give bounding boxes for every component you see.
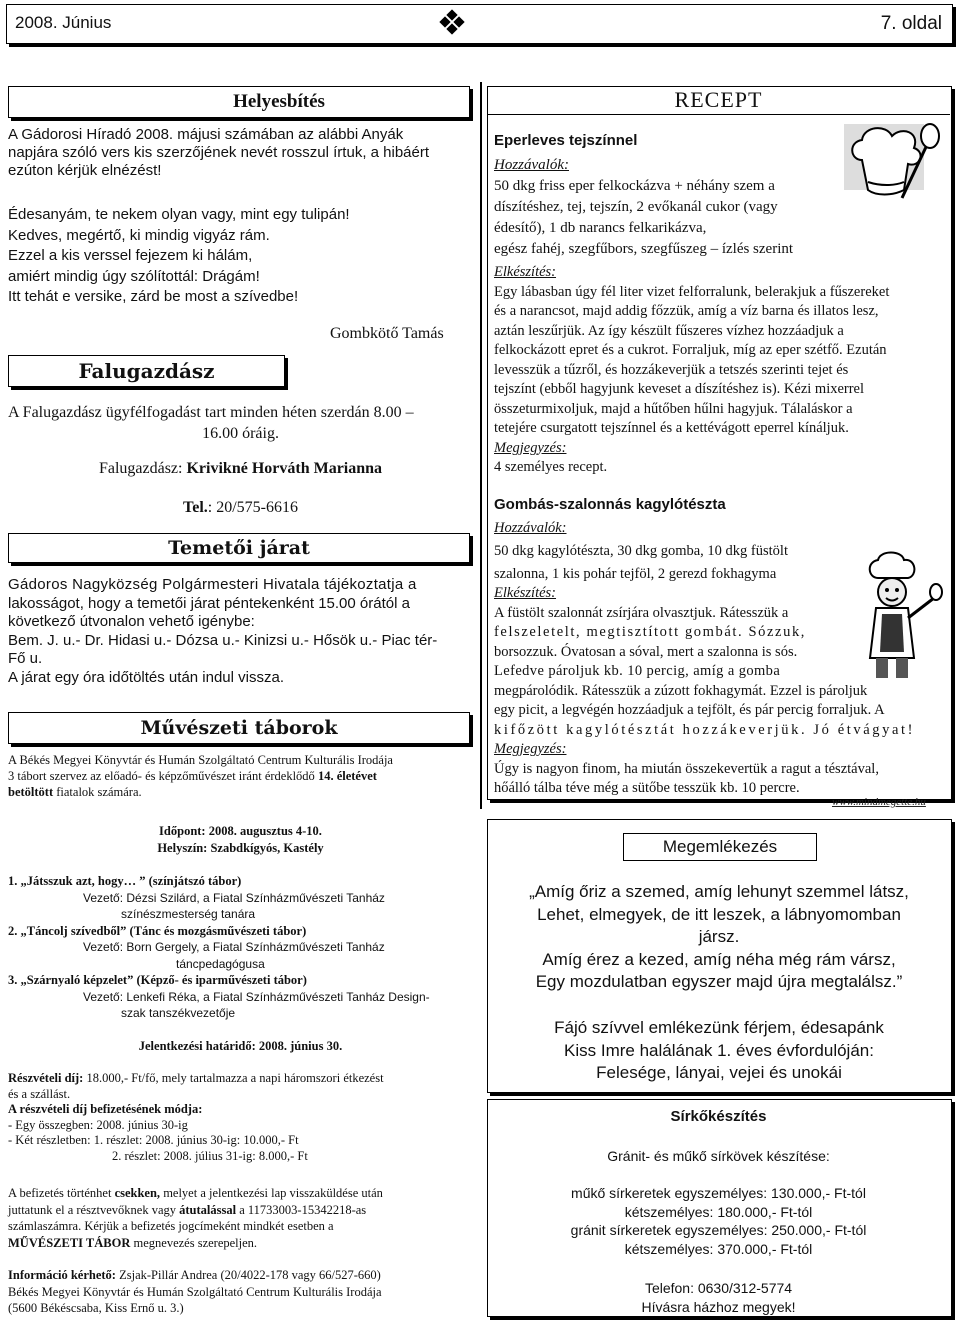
intro-betoltott: betöltött <box>8 785 54 799</box>
intro-line: ezúton kérjük elnézést! <box>8 162 162 179</box>
temetoi-line: Fő u. <box>8 650 43 667</box>
method-line: felszeletelt, megtisztított gombát. Sózzuk, <box>494 624 807 640</box>
bank-text: A befizetés történhet <box>8 1186 115 1200</box>
poem-author: Gombkötő Tamás <box>330 325 444 342</box>
camp-leader: Vezető: Dézsi Szilárd, a Fiatal Színházművészeti Tanház <box>83 890 385 905</box>
falugazdasz-name-line <box>8 460 473 478</box>
ingredient-line: 50 dkg friss eper felkockázva + néhány szem a <box>494 178 775 194</box>
memorial-title-box <box>623 833 817 861</box>
ingredient-line: díszítéshez, tej, tejszín, 2 evőkanál cukor (vagy <box>494 199 778 215</box>
note-line: hőálló tálba téve még a sütőbe tesszük kb. 10 percre. <box>494 780 800 796</box>
method-line: kifőzött kagylótésztát hozzákeverjük. Jó étvágyat! <box>494 721 916 738</box>
muveszeti-title: Művészeti táborok <box>140 717 338 739</box>
ingredient-line: 50 dkg kagylótészta, 30 dkg gomba, 10 dkg füstölt <box>494 543 788 559</box>
page-header <box>6 4 953 44</box>
info-line: Békés Megyei Könyvtár és Humán Szolgáltató Centrum Kulturális Irodája <box>8 1284 382 1299</box>
falugazdasz-text <box>8 402 473 444</box>
method-line: megpárolódik. Rátesszük a zúzott fokhagymát. Ezzel is pároljuk <box>494 682 868 699</box>
method-line: A füstölt szalonnát zsírjára olvasztjuk. Rátesszük a <box>494 604 789 621</box>
fee-text: 18.000,- Ft/fő, mely tartalmazza a napi háromszori étkezést <box>83 1071 384 1085</box>
ingredient-line: szalonna, 1 kis pohár tejföl, 2 gerezd fokhagyma <box>494 566 777 582</box>
camp-leader: Vezető: Born Gergely, a Fiatal Színházművészeti Tanház <box>83 940 385 954</box>
price-line: gránit sírkeretek egyszemélyes: 250.000,- Ft-tól <box>570 1222 867 1238</box>
bank-line <box>8 1185 478 1202</box>
muveszeti-intro <box>8 752 473 800</box>
memorial-closing <box>495 1017 943 1085</box>
price-line: műkő sírkeretek egyszemélyes: 130.000,- Ft-tól <box>571 1185 866 1201</box>
note-line: Úgy is nagyon finom, ha miután összekevertük a ragut a tésztával, <box>494 760 879 777</box>
helyesbites-intro <box>8 126 473 180</box>
muveszeti-intro-line <box>8 784 473 800</box>
info-label: Információ kérhető: <box>8 1268 116 1282</box>
camp-leader: színészmesterség tanára <box>121 907 256 921</box>
recipe-header <box>487 86 950 115</box>
page-number: 7. oldal <box>880 13 942 34</box>
bank-line: számlaszámra. Kérjük a befizetés jogcímeként mindkét esetben a <box>8 1219 334 1233</box>
falugazdasz-name: Krivikné Horváth Marianna <box>186 460 383 477</box>
fee-line <box>8 1071 478 1087</box>
method-line: felkockázott epret és a cukrot. Forraljuk, míg az eper szétfő. Ezután <box>494 342 887 358</box>
bank-line <box>8 1235 478 1252</box>
ingredient-line: egész fahéj, szegfűbors, szegfűszeg – ízlés szerint <box>494 241 794 257</box>
falugazdasz-title: Falugazdász <box>78 359 215 383</box>
bank-text: a 11733003-15342218-as <box>236 1202 367 1217</box>
note-label: Megjegyzés: <box>494 439 567 456</box>
temetoi-title: Temetői járat <box>168 537 310 559</box>
method-line: borsozzuk. Óvatosan a sóval, mert a szalonna is sós. <box>494 643 798 660</box>
helyesbites-title: Helyesbítés <box>233 91 325 112</box>
memorial-poem-line: Lehet, elmegyek, de itt leszek, a lábnyomomban <box>537 904 901 924</box>
camp-list <box>8 873 478 1022</box>
poem-line: Itt tehát e versike, zárd be most a szívedbe! <box>8 288 299 305</box>
info-block <box>8 1267 478 1317</box>
ingredients-label: Hozzávalók: <box>494 520 567 536</box>
temetoi-text <box>8 576 473 687</box>
method-label: Elkészítés: <box>494 585 557 601</box>
camp-title: 2. „Táncolj szívedből” (Tánc és mozgásművészeti tábor) <box>8 923 307 938</box>
recipe1-title: Eperleves tejszínnel <box>494 132 638 149</box>
camp-title: 3. „Szárnyaló képzelet” (Képző- és iparművészeti tábor) <box>8 973 307 987</box>
method-line: tetejére csurgatott tejszínnel és a kettévágott eperrel kínáljuk. <box>494 420 849 436</box>
poem-line: Édesanyám, te nekem olyan vagy, mint egy tulipán! <box>8 206 350 223</box>
falugazdasz-title-box <box>8 355 285 387</box>
falugazdasz-tel-line <box>8 499 473 517</box>
bank-text: melyet a jelentkezési lap visszaküldése után <box>160 1186 383 1200</box>
price-line: kétszemélyes: 180.000,- Ft-tól <box>624 1203 813 1220</box>
memorial-title: Megemlékezés <box>662 837 778 856</box>
bank-text: megnevezés szerepeljen. <box>130 1235 258 1250</box>
bank-reference: MŰVÉSZETI TÁBOR <box>8 1235 131 1250</box>
fee-label: Részvételi díj: <box>8 1071 84 1085</box>
memorial-poem-line: „Amíg őriz a szemed, amíg lehunyt szemmel látsz, <box>529 882 909 901</box>
recipe2-method <box>494 584 949 799</box>
temetoi-line: következő útvonalon vehető igénybe: <box>8 613 255 630</box>
ingredients-label: Hozzávalók: <box>494 157 569 173</box>
muveszeti-title-box <box>8 712 470 744</box>
memorial-poem-line: Amíg érez a kezed, amíg néha még rám vársz, <box>542 949 896 969</box>
muveszeti-time-place <box>8 823 473 857</box>
recipe1-method <box>494 263 954 478</box>
pay-line: - Egy összegben: 2008. június 30-ig <box>8 1117 188 1132</box>
memorial-closing-line: Felesége, lányai, vejei és unokái <box>596 1063 842 1082</box>
pay-title: A részvételi díj befizetésének módja: <box>8 1102 203 1116</box>
method-line: és a narancsot, majd addig főzzük, amíg a víz barna és illatos lesz, <box>494 303 879 319</box>
temetoi-line: A járat egy óra időtöltés után indul vissza. <box>8 668 284 686</box>
memorial-closing-line: Kiss Imre halálának 1. éves évfordulóján: <box>564 1040 874 1060</box>
fee-block <box>8 1071 478 1164</box>
gravestone-phone: Telefon: 0630/312-5774 <box>644 1280 793 1296</box>
tel-number: : 20/575-6616 <box>207 499 298 516</box>
camp-leader: táncpedagógusa <box>176 956 265 971</box>
memorial-poem-line: Egy mozdulatban egyszer majd újra megtalálsz.” <box>535 972 903 991</box>
pay-line: 2. részlet: 2008. július 31-ig: 8.000,- Ft <box>112 1148 308 1163</box>
camp-leader: Vezető: Lenkefi Réka, a Fiatal Színházművészeti Tanház Design- <box>83 989 430 1004</box>
muveszeti-intro-line: A Békés Megyei Könyvtár és Humán Szolgáltató Centrum Kulturális Irodája <box>8 753 393 767</box>
fee-line: és a szállást. <box>8 1086 71 1101</box>
bank-text: juttatunk el a résztvevőknek vagy <box>8 1202 180 1217</box>
bank-block <box>8 1185 478 1251</box>
method-line: levesszük a tűzről, és hozzákeverjük a tetszés szerinti tejet és <box>494 361 849 378</box>
tel-label: Tel. <box>183 499 208 516</box>
recipe1-ingredients <box>494 155 949 260</box>
note-line: 4 személyes recept. <box>494 459 608 475</box>
helyesbites-poem <box>8 205 473 308</box>
poem-line: Kedves, megértő, ki mindig vigyáz rám. <box>8 226 270 244</box>
camp-title: 1. „Játsszuk azt, hogy… ” (színjátszó tábor) <box>8 874 242 888</box>
pay-line: - Két részletben: 1. részlet: 2008. június 30-ig: 10.000,- Ft <box>8 1133 299 1147</box>
column-divider <box>480 82 482 809</box>
intro-line: A Gádorosi Híradó 2008. májusi számában az alábbi Anyák <box>8 126 404 143</box>
idopont: Időpont: 2008. augusztus 4-10. <box>159 824 322 838</box>
camp-leader: szak tanszékvezetője <box>121 1006 236 1020</box>
recipe2-title: Gombás-szalonnás kagylótészta <box>494 496 726 513</box>
method-line: összeturmixoljuk, majd a hűtőben hűlni hagyjuk. Tálaláskor a <box>494 400 853 417</box>
note-label: Megjegyzés: <box>494 741 567 757</box>
temetoi-line: Bem. J. u.- Dr. Hidasi u.- Dózsa u.- Kinizsi u.- Hősök u.- Piac tér- <box>8 631 438 649</box>
recipe-source-link[interactable]: www.mindmegette.hu <box>832 796 926 808</box>
poem-line: Ezzel a kis verssel fejezem ki hálám, <box>8 247 253 264</box>
method-label: Elkészítés: <box>494 264 557 280</box>
ingredient-line: édesítő), 1 db narancs felkarikázva, <box>494 220 707 236</box>
gravestone-prices <box>487 1184 950 1258</box>
four-diamond-ornament-icon <box>439 9 465 35</box>
gravestone-title: Sírkőkészítés <box>670 1108 767 1125</box>
info-contact: Zsjak-Pillár Andrea (20/4022-178 vagy 66/527-660) <box>115 1268 381 1282</box>
method-line: Egy lábasban úgy fél liter vizet felforralunk, belerakjuk a fűszereket <box>494 283 890 300</box>
intro-line: napjára szóló vers kis szerzőjének nevét rosszul írtuk, a hibáért <box>8 144 430 161</box>
poem-line: amiért mindig úgy szólítottál: Drágám! <box>8 267 260 285</box>
bank-transfer: átutalással <box>179 1202 237 1217</box>
method-line: aztán leszűrjük. Az így készült fűszeres vízhez hozzáadjuk a <box>494 322 844 339</box>
intro-text: 3 tábort szervez az előadó- és képzőművészet iránt érdeklődő <box>8 769 318 783</box>
recipe-title: RECEPT <box>674 87 763 112</box>
memorial-poem <box>495 881 943 994</box>
bank-line <box>8 1202 478 1219</box>
memorial-closing-line: Fájó szívvel emlékezünk férjem, édesapánk <box>554 1018 884 1037</box>
temetoi-title-box <box>8 533 470 563</box>
gravestone-contact <box>487 1279 950 1316</box>
helyszin: Helyszín: Szabdkígyós, Kastély <box>157 841 324 855</box>
method-line: tejszínt (ebből hagyjunk keveset a díszítéshez is). Kézi mixerrel <box>494 381 865 397</box>
recipe2-ingredients <box>494 518 844 584</box>
memorial-poem-line: jársz. <box>698 927 740 946</box>
falugazdasz-line: A Falugazdász ügyfélfogadást tart minden héten szerdán 8.00 – <box>8 404 414 421</box>
muveszeti-intro-line <box>8 768 473 784</box>
method-line: egy picit, a legvégén hozzáadjuk a tejfölt, és pár percig forraljuk. A <box>494 702 885 718</box>
price-line: kétszemélyes: 370.000,- Ft-tól <box>624 1240 813 1257</box>
falugazdasz-line: 16.00 óráig. <box>202 425 279 442</box>
info-line <box>8 1267 478 1284</box>
method-line: Lefedve pároljuk kb. 10 percig, amíg a gomba <box>494 663 781 679</box>
gravestone-subtitle: Gránit- és műkő sírkövek készítése: <box>607 1148 830 1164</box>
issue-date: 2008. Június <box>15 13 112 32</box>
intro-age: 14. életévet <box>317 769 377 783</box>
bank-cheque: csekken, <box>114 1186 161 1200</box>
temetoi-line: Gádoros Nagyközség Polgármesteri Hivatala tájékoztatja a <box>8 576 417 593</box>
falugazdasz-name-label: Falugazdász: <box>98 460 183 477</box>
helyesbites-title-box <box>8 86 470 118</box>
intro-text: fiatalok számára. <box>53 785 142 799</box>
deadline: Jelentkezési határidő: 2008. június 30. <box>138 1039 343 1053</box>
info-line: (5600 Békéscsaba, Kiss Ernő u. 3.) <box>8 1301 184 1315</box>
temetoi-line: lakosságot, hogy a temetői járat péntekenként 15.00 órától a <box>8 594 410 612</box>
gravestone-call: Hívásra házhoz megyek! <box>641 1298 796 1315</box>
